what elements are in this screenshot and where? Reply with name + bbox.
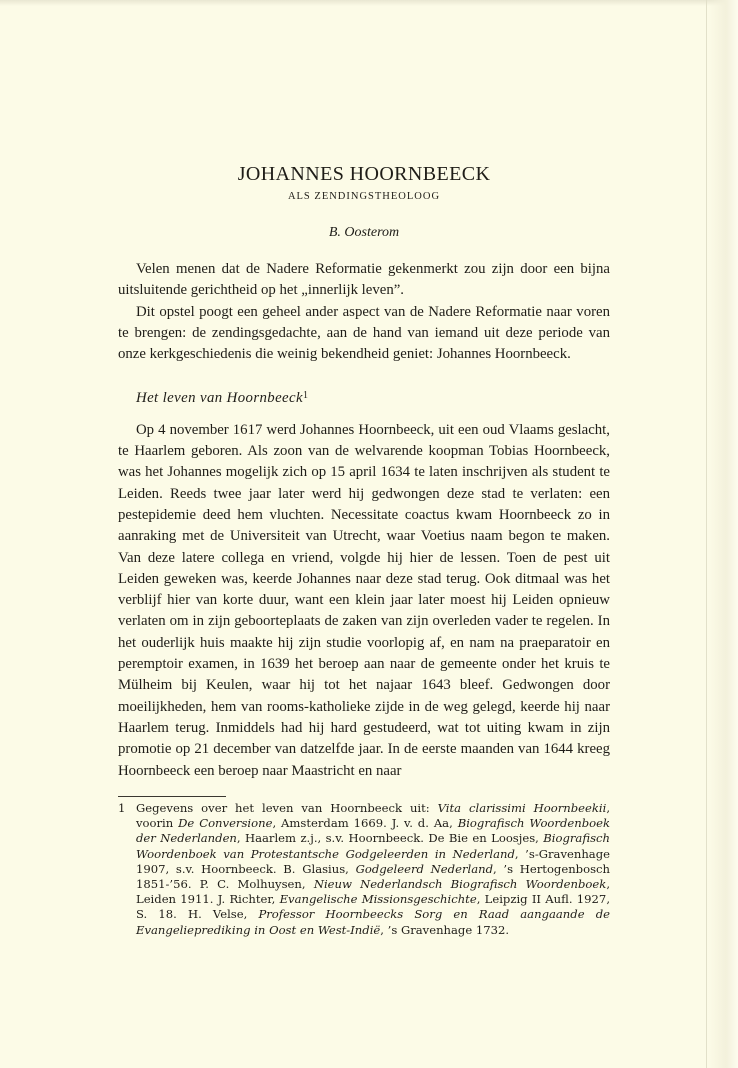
footnote-part: , ’s Hertogenbosch 1851-’56. P. C. Molhuysen, <box>136 861 610 892</box>
footnote-part: , voorin <box>136 801 611 831</box>
page-edge-right <box>708 0 738 1068</box>
footnote-title: De Conversione <box>178 816 273 831</box>
footnote-number: 1 <box>118 801 126 815</box>
footnote-part: , Leiden 1911. J. Richter, <box>136 877 610 907</box>
footnote-part: , Leipzig II Aufl. 1927, S. 18. H. Velse, <box>136 892 610 922</box>
intro-paragraph: Dit opstel poogt een geheel ander aspect van de Nadere Reformatie naar voren te brengen: de zendingsgedachte, aan de hand van iemand uit deze periode van onze kerkgeschiedenis die weinig bekendheid geniet: Johannes Hoornbeeck. <box>118 303 610 363</box>
footnote-part: Gegevens over het leven van Hoornbeeck uit: <box>136 801 438 815</box>
page-shadow-top <box>0 0 738 6</box>
footnote-title: Professor Hoornbeecks Sorg en Raad aangaande de Evangelieprediking in Oost en West-Indië <box>136 907 611 937</box>
footnote-title: Biografisch Woordenboek van Protestantsche Godgeleerden in Nederland <box>136 831 610 861</box>
section-heading-wrap <box>118 385 610 409</box>
article-author: B. Oosterom <box>328 225 400 240</box>
footnote-part: , Amsterdam 1669. J. v. d. Aa, <box>272 816 458 831</box>
footnote-ref: 1 <box>302 390 309 402</box>
footnote-title: Evangelische Missionsgeschichte <box>279 892 477 907</box>
body-paragraph: Op 4 november 1617 werd Johannes Hoornbeeck, uit een oud Vlaams geslacht, te Haarlem geboren. Als zoon van de welvarende koopman Tobias Hoornbeeck, was het Johannes mogelijk zich op 15 april 1634 te laten inschrijven als student te Leiden. Reeds twee jaar later werd hij gedwongen deze stad te verlaten: een pestepidemie deed hem vluchten. Necessitate coactus kwam Hoornbeeck zo in aanraking met de Universiteit van Utrecht, waar Voetius naam begon te maken. Van deze latere collega en vriend, volgde hij hier de lessen. Toen de pest uit Leiden geweken was, keerde Johannes naar deze stad terug. Ook ditmaal was het verblijf hier van korte duur, want een klein jaar later moest hij Leiden opnieuw verlaten om in zijn geboorteplaats de zaken van zijn overleden vader te regelen. In het ouderlijk huis maakte hij zijn studie voorlopig af, en nam na praeparatoir en peremptoir examen, in 1639 het beroep aan naar de gemeente onder het kruis te Mülheim bij Keulen, waar hij tot het najaar 1643 bleef. Gedwongen door moeilijkheden, hem van rooms-katholieke zijde in de weg gelegd, keerde hij naar Haarlem terug. Inmiddels had hij hard gestudeerd, wat tot uiting kwam in zijn promotie op 21 december van datzelfde jaar. In de eerste maanden van 1644 kreeg Hoornbeeck een beroep naar Maastricht en naar <box>118 421 610 779</box>
article-body <box>118 259 610 782</box>
footnote <box>118 801 610 938</box>
footnote-rule <box>118 796 226 797</box>
footnote-title: Nieuw Nederlandsch Biografisch Woordenboek <box>313 877 607 892</box>
section-heading: Het leven van Hoornbeeck <box>136 390 303 407</box>
footnote-part: , ’s-Gravenhage 1907, s.v. Hoornbeeck. B. Glasius, <box>136 846 610 876</box>
footnote-part: , ’s Gravenhage 1732. <box>380 922 510 937</box>
footnote-part: , Haarlem z.j., s.v. Hoornbeeck. De Bie en Loosjes, <box>236 831 544 846</box>
footnote-title: Biografisch Woordenboek der Nederlanden <box>136 816 610 846</box>
page-edge-line <box>706 0 707 1068</box>
intro-paragraph: Velen menen dat de Nadere Reformatie gekenmerkt zou zijn door een bijna uitsluitende gerichtheid op het „innerlijk leven”. <box>118 261 610 299</box>
footnote-title: Godgeleerd Nederland <box>355 861 493 876</box>
article-title: JOHANNES HOORNBEECK <box>237 163 491 185</box>
footnote-title: Vita clarissimi Hoornbeekii <box>437 801 607 815</box>
article-subtitle: ALS ZENDINGSTHEOLOOG <box>287 191 441 202</box>
footnote-text <box>136 801 610 938</box>
